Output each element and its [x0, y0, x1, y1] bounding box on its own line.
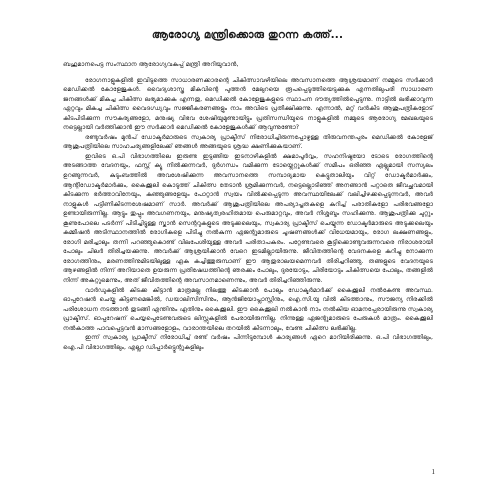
- letter-body: [63, 60, 433, 352]
- letter-salutation: ബഹുമാനപെട്ട സംസ്ഥാന ആരോഗ്യവകുപ്പ് മന്ത്രി അറിയുവാൻ,: [63, 61, 239, 68]
- paragraph-1: രോഗനാളുകളിൽ ഇവിടുത്തെ സാധാരണക്കാരന്റെ ചികിത്സാവഴിയിലെ അവസാനത്തെ ആശ്രയമാണ് നമ്മുടെ സർക്കാർ മെഡിക്കൽ കോളേജുകൾ. വൈദ്യശാസ്ത്ര മികവിന്റെ പുത്തൻ മേലുറയെ രൂപപ്പെടുത്തിയെടുക്കുക എന്നതിലുപരി സാധാരണ ജനങ്ങൾക്ക് മികച്ച ചികിത്സ ലഭ്യമാക്കുക എന്നതു, മെഡിക്കൽ കോളേജുകളുടെ സ്ഥാപന ദൗത്യത്തിൽപ്പെടുന്നു. നാട്ടിൽ ലഭിക്കാവുന്ന ഏറ്റവും മികച്ച ചികിത്സ വൈദഗ്ധ്യവും സജ്ജീകരണങ്ങളും നാം അവിടെ പ്രതീക്ഷിക്കുന്നു. എന്നാൽ, മറ്റ് വൻകിട ആശുപത്രികളോട് കിടപിടിക്കുന്ന സൗകര്യങ്ങളോ, മനുഷ്യ വിഭവ ശേഷിയുമുണ്ടായിട്ടും പ്രതിസന്ധിയുടെ നാളുകളിൽ നമ്മുടെ ആരോഗ്യ മേഖലയുടെ നട്ടെല്ലായി വർത്തിക്കാൻ ഈ സർക്കാർ മെഡിക്കൽ കോളേജുകൾക്ക് ആവുന്നുണ്ടോ?: [63, 76, 433, 132]
- page-number: 1: [431, 468, 435, 476]
- paragraph-3: ഇവിടെ ഒ.പി വിഭാഗത്തിലെ ഇരുണ്ട ഇടുങ്ങിയ ഇടനാഴികളിൽ ക്ഷമാപൂർവ്വം, സഹനിഷ്ഠയോ ടോടെ രോഗത്തിന്റെ അടങ്ങാത്ത വേദനയും, ഫസ്റ്റ് ക്യൂ നിൽക്കുന്നവർ, ദുർഗന്ധം വമിക്കുന്ന ടോയ്ലെറ്റുകൾക്ക് സമീപം ഒരിഞ്ഞ എല്ലുമായി സസ്യലം ഉറങ്ങുന്നവർ, കുടുംബത്തിൽ അവശേഷിക്കുന്ന അവസാനത്തെ സമ്പാദ്യമായ കെട്ടുതാലിയും വിറ്റ് ഡോക്ടർമാർക്കും, ആന്റിഡോക്ടർമാർക്കും, കൈക്കൂലി കൊടുത്ത് ചികിത്സ തേടാൻ ശ്രമിക്കുന്നവർ, നട്ടെല്ലൊടിഞ്ഞ് അനങ്ങാൻ പറ്റാതെ ജീവച്ഛവമായി കിടക്കുന്ന ഭർത്താവിനേയും, കുഞ്ഞുങ്ങളേയും പോറ്റാൻ സ്വയം വിൽക്കപ്പെടുന്ന അവസ്ഥയിലേക്ക് വലിച്ചിഴക്കപ്പെടുന്നവർ, അവർ നാളുകൾ പട്ടിണികിടന്നശേഷമാണ് സാർ. അവർക്ക് ആശുപത്രിയിലെ അപര്യാപ്തതകളെ കുറിച്ച് പരാതികളോ പരിഭവങ്ങളോ ഉണ്ടായിരുന്നില്ല. ആട്ടും തുപ്പും അവഗണനയും, മനുഷ്യത്വരഹിതമായ പെരുമാറ്റവും, അവർ നിശ്ശബ്ദം സഹിക്കുന്നു. ആശുപത്രിക്കു ചുറ്റും കൂണുപോലെ പടർന്ന് പിടിച്ചിട്ടുള്ള സ്കാൻ സെന്ററുകളുടെ അടുക്കലെയും, സ്വകാര്യ പ്രാക്ടീസ് ചെയ്യുന്ന ഡോക്ടർമാരുടെ അടുക്കലെയും കമ്മീഷൻ അടിസ്ഥാനത്തിൽ രോഗികളെ പിടിച്ചു നൽകുന്ന ഏജന്റുമാരുടെ ചൂഷണങ്ങൾക്ക് വിധേയമായും, രോഗ ലക്ഷണങ്ങളും, രോഗി മരിച്ചാലും തന്നി പറഞ്ഞുകൊണ്ട് വിലപേശിയുള്ള അവർ പരിതാപകരം. പറ്റേണ്ടവരെ കൂട്ടിക്കൊണ്ടുവരുന്നവരെ നിരാശരായി പോലും ചിലർ തിരിച്ചയക്കുന്നു. അവർക്ക് ആശ്രയിക്കാൻ വേറെ ഇടമില്ലായിരുന്നു. ജീവിതത്തിന്റെ വേദനകളെ കുറിച്ചു നോക്കുന്ന രോഗത്തിനും, മരണത്തിനുമിടയിലുള്ള ഏക കച്ചിത്തുരുമ്പാണ് ഈ ആതുരാലയമെന്നവർ തിരിച്ചറിഞ്ഞു. തങ്ങളുടെ വേദനയുടെ ആഴങ്ങളിൽ നിന്ന് അറിയാതെ ഉയരുന്ന പ്രതിഷേധത്തിന്റെ ഞരക്കം പോലും, ദുരയോടും, ചിരിയോടും ചികിത്സയെ പോലും, തങ്ങളിൽ നിന്ന് അകറ്റുമെന്നും, അത് ജീവിതത്തിന്റെ അവസാനമാണെന്നും, അവർ തിരിച്ചറിഞ്ഞിരുന്നു.: [63, 152, 433, 285]
- letter-title: ആരോഗ്യ മന്ത്രിക്കൊരു തുറന്ന കത്ത്...: [151, 29, 344, 41]
- paragraph-5: ഇന്ന് സ്വകാര്യ പ്രാക്ടീസ് നിരോധിച്ച് രണ്ട് വർഷം പിന്നിടുമ്പോൾ കാര്യങ്ങൾ ഏറെ മാറിയിരിക്കുന്നു. ഒ.പി വിഭാഗത്തിലും, ഐ.പി വിഭാഗത്തിലും, എല്ലാ ഡിപ്പാർട്ട്മെന്റുകളിലും: [63, 334, 433, 351]
- paragraph-2: രണ്ടുവർഷം മുൻപ് ഡോക്ടർമാരുടെ സ്വകാര്യ പ്രാക്ടീസ് നിരോധിച്ചിരുന്നപ്പോഴുള്ള തിരുവനന്തപുരം മെഡിക്കൽ കോളേജ് ആശുപത്രിയിലെ സാഹചര്യങ്ങളിലേക്ക് ഞങ്ങൾ അങ്ങയുടെ ശ്രദ്ധ ക്ഷണിക്കുകയാണ്.: [63, 133, 433, 151]
- paragraph-4: വാർഡുകളിൽ കിടക്ക കിട്ടാൻ മാത്രമല്ല നിലത്തു കിടക്കാൻ പോലും ഡോക്ടർമാർക്ക് കൈക്കൂലി നൽകേണ്ട അവസ്ഥ. ഓപ്പറേഷൻ ചെയ്തു കിട്ടണമെങ്കിൽ, ഡയാലിസിസിനും, ആൻജിയോപ്ലാസ്റ്റിനും, ഐ.സി.യു വിൽ കിടത്താനും, സൗജന്യ നിരക്കിൽ പരിശോധന നടത്താൻ തുടങ്ങി എന്തിനും ഏതിനും കൈക്കൂലി. ഈ കൈക്കൂലി നൽകാൻ നാം നൽകിയ ഓമനപ്പേരായിരുന്നു സ്വകാര്യ പ്രാക്ടീസ്. ഓപ്പറേഷന് ചെയ്യപ്പെടേണ്ടവരുടെ ലിസ്റ്റുകളിൽ പേരായിരുന്നില്ല. നിന്നുള്ള ഏജന്റുമാരുടെ പേരുകൾ മാത്രം. കൈക്കൂലി നൽകാത്ത പാവപ്പെട്ടവൻ മാസങ്ങളോളം, വാരാന്തയിലെ തറയിൽ കിടന്നാലും, വേണ്ട ചികിത്സ ലഭിക്കില്ല.: [63, 286, 433, 332]
